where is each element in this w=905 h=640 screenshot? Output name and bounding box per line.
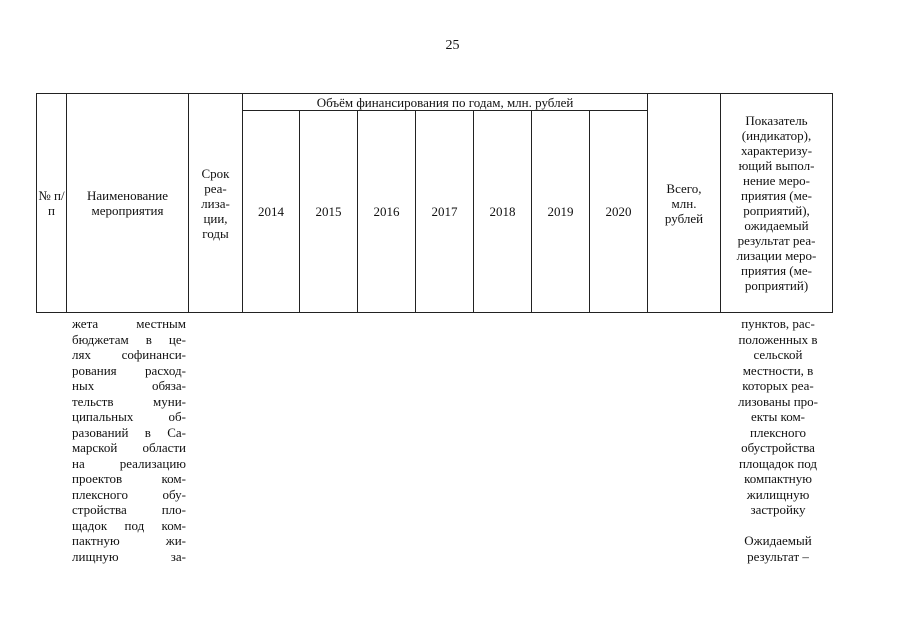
continued-indicator-line: пунктов, рас- [741, 316, 815, 331]
continued-indicator-line: сельской [753, 347, 803, 362]
continued-name-line: марской области [72, 440, 186, 455]
header-indicator-line: характеризу- [740, 143, 813, 158]
continued-name-line: стройства пло- [72, 502, 186, 517]
continued-indicator-line: плексного [750, 424, 806, 440]
header-term-line: Срок [201, 165, 230, 181]
continued-name-line: ных обяза- [72, 378, 186, 393]
header-term-line: реа- [204, 180, 227, 196]
header-indicator-line: нение меро- [743, 173, 810, 188]
continued-name-line: щадок под ком- [72, 517, 186, 533]
header-total-line: Всего, [666, 180, 702, 196]
header-indicator-line: ожидаемый [744, 218, 809, 233]
header-year: 2020 [590, 111, 648, 313]
continued-name-line: ципальных об- [72, 409, 186, 424]
header-term [189, 94, 243, 313]
continued-name-line: проектов ком- [72, 471, 186, 486]
continued-indicator-line: застройку [750, 502, 806, 517]
continued-indicator-line: площадок под [738, 455, 818, 471]
header-indicator-line: роприятий) [744, 278, 809, 293]
header-indicator-line: результат реа- [737, 233, 816, 248]
continued-indicator-line: екты ком- [750, 409, 806, 424]
continued-indicator-line: Ожидаемый [744, 533, 812, 548]
header-term-line: ции, [203, 210, 228, 226]
header-indicator-line: (индикатор), [741, 128, 812, 143]
continued-indicator-line: результат – [747, 548, 809, 564]
continued-indicator-line: обустройства [741, 440, 815, 455]
continued-indicator-line: жилищную [746, 486, 810, 502]
header-indicator-line: роприятий), [743, 203, 810, 218]
continued-name-line: разований в Са- [72, 424, 186, 440]
header-term-line: годы [202, 225, 229, 241]
header-year: 2015 [300, 111, 358, 313]
header-indicator-line: приятия (ме- [741, 263, 812, 278]
header-number-text: № п/п [38, 188, 65, 218]
continued-name-text [72, 316, 186, 564]
header-number [37, 94, 67, 313]
funding-table [36, 93, 833, 313]
header-year: 2019 [532, 111, 590, 313]
header-name-text: Наименование мероприятия [87, 188, 168, 218]
header-indicator [721, 94, 833, 313]
continued-indicator-line: компактную [744, 471, 812, 486]
continued-name-line: лищную за- [72, 548, 186, 564]
page-number: 25 [445, 38, 460, 53]
header-indicator-line: ющий выпол- [738, 158, 815, 173]
continued-name-line: на реализацию [72, 455, 186, 471]
continued-indicator-line [720, 518, 836, 534]
continued-indicator-line: положенных в [738, 331, 818, 347]
continued-indicator-line: которых реа- [742, 378, 814, 393]
header-year: 2016 [358, 111, 416, 313]
header-indicator-line: Показатель [745, 113, 808, 128]
header-year: 2018 [474, 111, 532, 313]
header-year: 2014 [243, 111, 300, 313]
header-name [67, 94, 189, 313]
continued-name-line: жета местным [72, 316, 186, 331]
continued-indicator-text [720, 316, 836, 564]
header-indicator-line: лизации меро- [736, 248, 817, 263]
header-total-line: рублей [664, 210, 704, 226]
continued-name-line: плексного обу- [72, 486, 186, 502]
continued-name-line: лях софинанси- [72, 347, 186, 362]
header-funding: Объём финансирования по годам, млн. рублей [243, 94, 648, 111]
continued-name-line: пактную жи- [72, 533, 186, 548]
header-indicator-line: приятия (ме- [741, 188, 812, 203]
continued-name-line: тельств муни- [72, 393, 186, 409]
header-term-line: лиза- [201, 195, 230, 211]
continued-name-line: рования расход- [72, 362, 186, 378]
continued-indicator-line: местности, в [742, 362, 814, 378]
continued-indicator-line: лизованы про- [738, 393, 818, 409]
continued-name-line: бюджетам в це- [72, 331, 186, 347]
header-total [648, 94, 721, 313]
header-total-line: млн. [671, 195, 697, 211]
header-year: 2017 [416, 111, 474, 313]
